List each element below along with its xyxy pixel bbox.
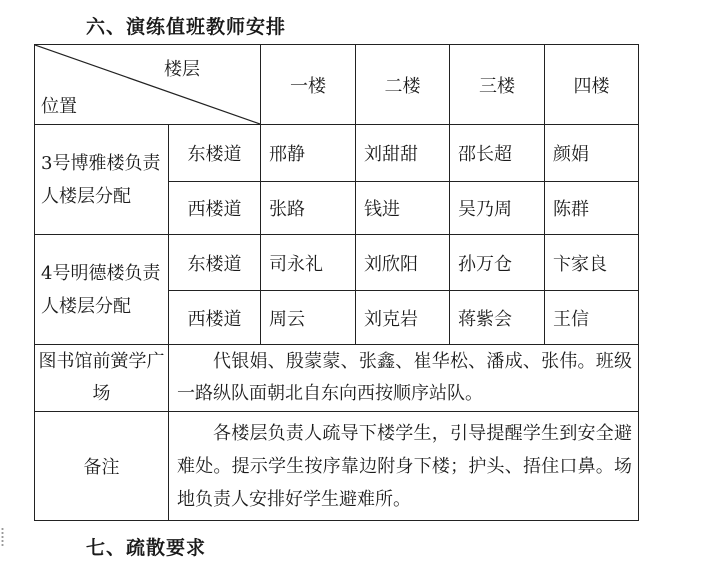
table-row — [35, 125, 639, 182]
notes-label: 备注 — [35, 412, 169, 521]
table-row — [35, 412, 639, 521]
corridor-label: 东楼道 — [169, 235, 261, 291]
notes-text: 各楼层负责人疏导下楼学生，引导提醒学生到安全避难处。提示学生按序靠边附身下楼；护头、捂住口鼻。场地负责人安排好学生避难所。 — [169, 412, 639, 521]
teacher-name: 刘甜甜 — [356, 125, 450, 182]
teacher-name: 司永礼 — [261, 235, 356, 291]
floor-header-1: 一楼 — [261, 45, 356, 125]
teacher-name: 陈群 — [545, 182, 639, 235]
teacher-name: 颜娟 — [545, 125, 639, 182]
corner-floor-label: 楼层 — [164, 59, 200, 80]
teacher-name: 刘欣阳 — [356, 235, 450, 291]
teacher-name: 蒋紫会 — [450, 291, 545, 345]
teacher-name: 刘克岩 — [356, 291, 450, 345]
teacher-name: 张路 — [261, 182, 356, 235]
table-header-row — [35, 45, 639, 125]
teacher-name: 邢静 — [261, 125, 356, 182]
corridor-label: 西楼道 — [169, 182, 261, 235]
floor-header-3: 三楼 — [450, 45, 545, 125]
section-six-heading: 六、演练值班教师安排 — [86, 16, 287, 38]
corridor-label: 西楼道 — [169, 291, 261, 345]
teacher-name: 周云 — [261, 291, 356, 345]
building-3-label: 3号博雅楼负责人楼层分配 — [35, 125, 169, 235]
library-square-label: 图书馆前黉学广场 — [35, 345, 169, 412]
section-seven-heading: 七、疏散要求 — [86, 537, 207, 559]
teacher-name: 吴乃周 — [450, 182, 545, 235]
teacher-name: 卞家良 — [545, 235, 639, 291]
teacher-name: 王信 — [545, 291, 639, 345]
teacher-name: 孙万仓 — [450, 235, 545, 291]
corner-header-cell — [35, 45, 261, 125]
floor-header-2: 二楼 — [356, 45, 450, 125]
cut-off-previous-line — [112, 0, 117, 8]
floor-header-4: 四楼 — [545, 45, 639, 125]
table-row — [35, 345, 639, 412]
duty-teacher-table — [34, 44, 639, 521]
corridor-label: 东楼道 — [169, 125, 261, 182]
building-4-label: 4号明德楼负责人楼层分配 — [35, 235, 169, 345]
table-row — [35, 235, 639, 291]
corner-position-label: 位置 — [41, 96, 77, 117]
teacher-name: 邵长超 — [450, 125, 545, 182]
library-square-duty-text: 代银娟、殷蒙蒙、张鑫、崔华松、潘成、张伟。班级一路纵队面朝北自东向西按顺序站队。 — [169, 345, 639, 412]
teacher-name: 钱进 — [356, 182, 450, 235]
margin-marker — [1, 527, 4, 547]
